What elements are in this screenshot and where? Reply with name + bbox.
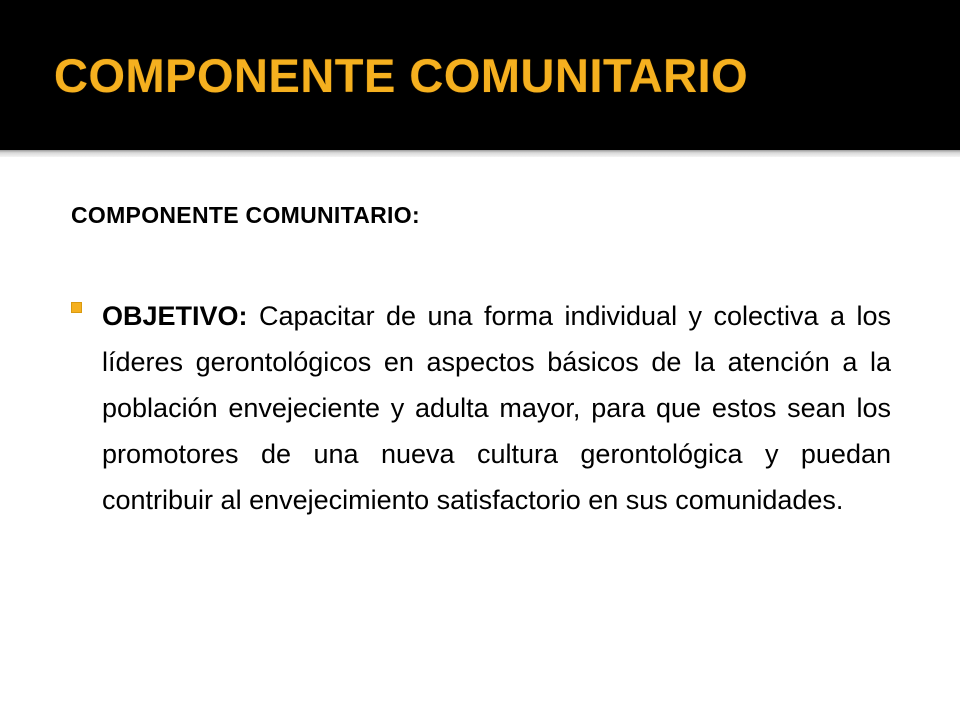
title-bar <box>0 0 960 150</box>
section-heading: COMPONENTE COMUNITARIO: <box>71 202 420 228</box>
bullet-body: Capacitar de una forma individual y colectiva a los líderes gerontológicos en aspectos básicos de la atención a la población envejeciente y adulta mayor, para que estos sean los promotores de una nueva cultura gerontológica y puedan contribuir al envejecimiento satisfactorio en sus comunidades. <box>102 301 891 515</box>
bullet-item <box>71 293 891 523</box>
bullet-text <box>102 293 891 523</box>
square-bullet-icon <box>71 302 82 313</box>
slide-title: COMPONENTE COMUNITARIO <box>54 49 749 102</box>
bullet-label: OBJETIVO: <box>102 301 248 331</box>
title-divider <box>0 150 960 157</box>
